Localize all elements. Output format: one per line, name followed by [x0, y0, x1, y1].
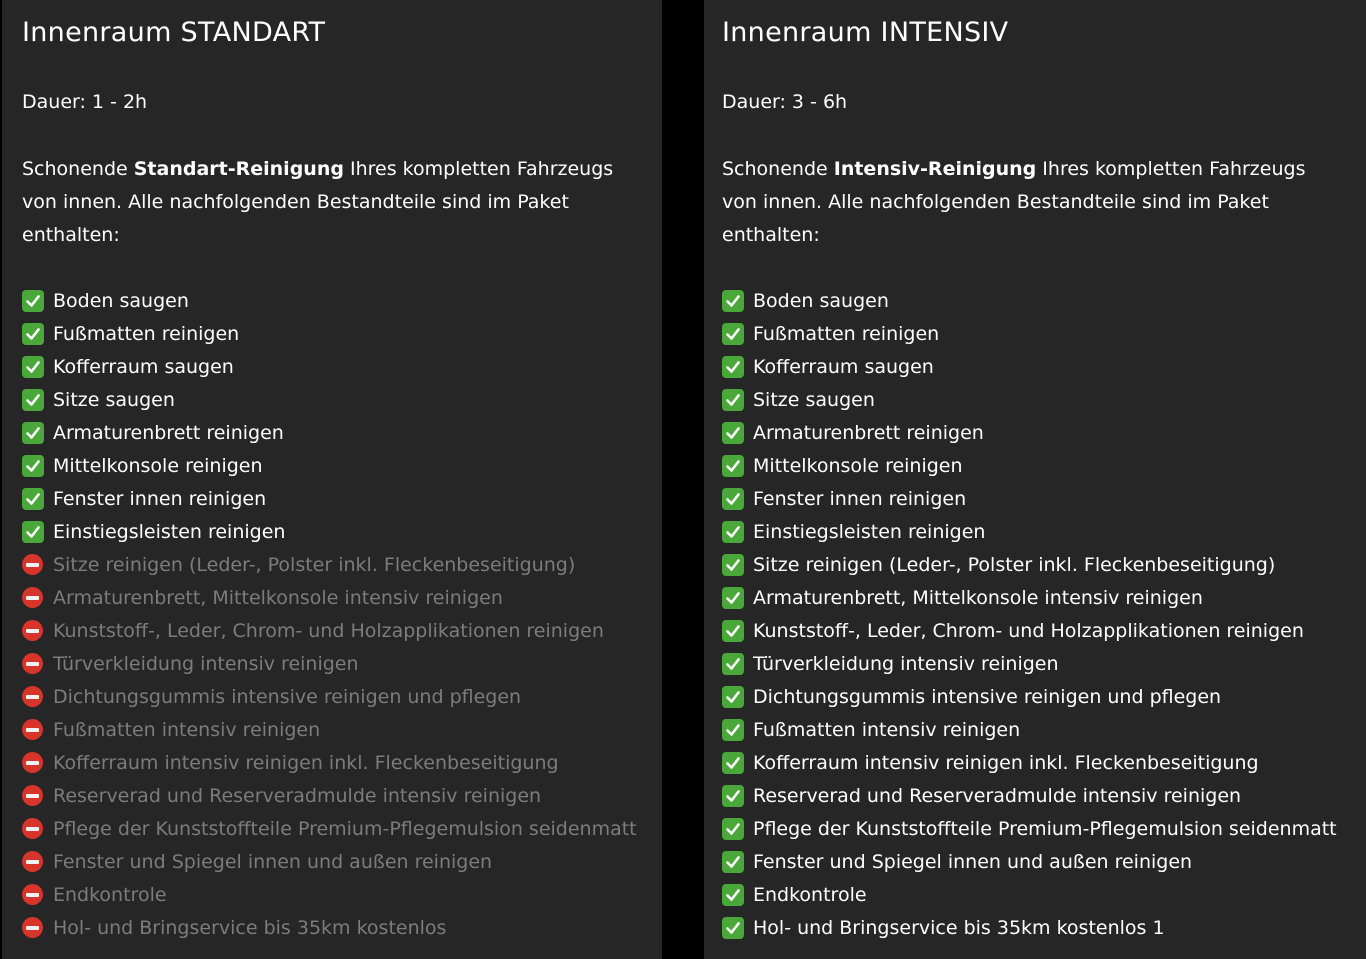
feature-label: Boden saugen	[53, 289, 189, 312]
feature-label: Fenster innen reinigen	[53, 487, 267, 510]
feature-item	[722, 350, 1337, 383]
description-highlight: Intensiv-Reinigung	[833, 158, 1037, 180]
feature-label: Türverkleidung intensiv reinigen	[53, 652, 359, 675]
feature-item	[722, 746, 1337, 779]
feature-item	[22, 647, 637, 680]
feature-item	[22, 317, 637, 350]
feature-item	[722, 911, 1337, 944]
feature-label: Fenster und Spiegel innen und außen reinigen	[53, 850, 493, 873]
feature-item	[22, 350, 637, 383]
feature-item	[22, 680, 637, 713]
feature-item	[722, 647, 1337, 680]
check-icon	[22, 356, 44, 378]
feature-label: Pflege der Kunststoffteile Premium-Pflegemulsion seidenmatt	[753, 817, 1337, 840]
feature-item	[722, 416, 1337, 449]
feature-label: Sitze reinigen (Leder-, Polster inkl. Fleckenbeseitigung)	[753, 553, 1276, 576]
feature-label: Armaturenbrett reinigen	[53, 421, 284, 444]
feature-item	[722, 845, 1337, 878]
check-icon	[722, 455, 744, 477]
no-entry-icon	[22, 620, 43, 641]
package-description	[722, 153, 1342, 252]
check-icon	[722, 422, 744, 444]
feature-label: Fußmatten intensiv reinigen	[753, 718, 1021, 741]
description-suffix: Ihres kompletten Fahrzeugs von innen. Alle nachfolgenden Bestandteile sind im Paket enthalten:	[722, 158, 1306, 246]
feature-item	[22, 812, 637, 845]
check-icon	[722, 686, 744, 708]
check-icon	[722, 818, 744, 840]
feature-label: Boden saugen	[753, 289, 889, 312]
check-icon	[722, 752, 744, 774]
feature-label: Sitze saugen	[53, 388, 175, 411]
feature-label: Einstiegsleisten reinigen	[753, 520, 986, 543]
feature-label: Hol- und Bringservice bis 35km kostenlos 1	[753, 916, 1165, 939]
feature-item	[22, 878, 637, 911]
feature-label: Kunststoff-, Leder, Chrom- und Holzapplikationen reinigen	[53, 619, 604, 642]
feature-label: Fußmatten reinigen	[753, 322, 940, 345]
feature-label: Sitze saugen	[753, 388, 875, 411]
feature-label: Endkontrole	[753, 883, 867, 906]
feature-item	[22, 581, 637, 614]
package-standart-panel	[2, 0, 662, 959]
feature-item	[22, 515, 637, 548]
check-icon	[722, 785, 744, 807]
check-icon	[22, 422, 44, 444]
feature-item	[22, 482, 637, 515]
feature-label: Fußmatten reinigen	[53, 322, 240, 345]
feature-label: Armaturenbrett reinigen	[753, 421, 984, 444]
feature-item	[722, 515, 1337, 548]
check-icon	[22, 389, 44, 411]
feature-item	[22, 746, 637, 779]
check-icon	[22, 290, 44, 312]
check-icon	[722, 884, 744, 906]
check-icon	[722, 620, 744, 642]
check-icon	[22, 455, 44, 477]
feature-label: Fenster und Spiegel innen und außen reinigen	[753, 850, 1193, 873]
package-duration: Dauer: 1 - 2h	[22, 91, 148, 113]
feature-label: Dichtungsgummis intensive reinigen und pflegen	[753, 685, 1222, 708]
check-icon	[22, 323, 44, 345]
feature-label: Armaturenbrett, Mittelkonsole intensiv reinigen	[53, 586, 503, 609]
package-intensiv-panel	[704, 0, 1366, 959]
check-icon	[722, 323, 744, 345]
check-icon	[722, 521, 744, 543]
feature-item	[22, 416, 637, 449]
feature-label: Sitze reinigen (Leder-, Polster inkl. Fleckenbeseitigung)	[53, 553, 576, 576]
feature-label: Armaturenbrett, Mittelkonsole intensiv reinigen	[753, 586, 1203, 609]
check-icon	[722, 389, 744, 411]
check-icon	[722, 587, 744, 609]
feature-item	[722, 482, 1337, 515]
check-icon	[22, 521, 44, 543]
no-entry-icon	[22, 686, 43, 707]
description-suffix: Ihres kompletten Fahrzeugs von innen. Alle nachfolgenden Bestandteile sind im Paket enthalten:	[22, 158, 614, 246]
no-entry-icon	[22, 653, 43, 674]
feature-item	[722, 449, 1337, 482]
feature-item	[22, 713, 637, 746]
feature-item	[722, 812, 1337, 845]
no-entry-icon	[22, 917, 43, 938]
feature-label: Reserverad und Reserveradmulde intensiv reinigen	[753, 784, 1242, 807]
feature-item	[22, 548, 637, 581]
feature-label: Kofferraum saugen	[53, 355, 234, 378]
feature-item	[22, 449, 637, 482]
no-entry-icon	[22, 587, 43, 608]
check-icon	[722, 719, 744, 741]
feature-label: Türverkleidung intensiv reinigen	[753, 652, 1059, 675]
feature-label: Kofferraum intensiv reinigen inkl. Fleckenbeseitigung	[53, 751, 559, 774]
check-icon	[722, 356, 744, 378]
feature-label: Kofferraum saugen	[753, 355, 934, 378]
feature-list	[22, 284, 637, 944]
check-icon	[722, 653, 744, 675]
feature-list	[722, 284, 1337, 944]
feature-label: Kofferraum intensiv reinigen inkl. Fleckenbeseitigung	[753, 751, 1259, 774]
feature-label: Fußmatten intensiv reinigen	[53, 718, 321, 741]
feature-item	[722, 581, 1337, 614]
feature-item	[722, 614, 1337, 647]
no-entry-icon	[22, 554, 43, 575]
feature-label: Pflege der Kunststoffteile Premium-Pflegemulsion seidenmatt	[53, 817, 637, 840]
no-entry-icon	[22, 785, 43, 806]
no-entry-icon	[22, 752, 43, 773]
feature-item	[22, 911, 637, 944]
feature-item	[722, 548, 1337, 581]
no-entry-icon	[22, 818, 43, 839]
package-title: Innenraum INTENSIV	[722, 17, 1009, 48]
no-entry-icon	[22, 884, 43, 905]
feature-label: Mittelkonsole reinigen	[53, 454, 263, 477]
check-icon	[722, 554, 744, 576]
check-icon	[722, 851, 744, 873]
feature-item	[22, 383, 637, 416]
no-entry-icon	[22, 851, 43, 872]
feature-label: Hol- und Bringservice bis 35km kostenlos	[53, 916, 447, 939]
check-icon	[722, 290, 744, 312]
feature-item	[722, 713, 1337, 746]
feature-label: Einstiegsleisten reinigen	[53, 520, 286, 543]
feature-item	[722, 317, 1337, 350]
feature-item	[722, 284, 1337, 317]
feature-item	[722, 779, 1337, 812]
feature-label: Kunststoff-, Leder, Chrom- und Holzapplikationen reinigen	[753, 619, 1304, 642]
package-duration: Dauer: 3 - 6h	[722, 91, 848, 113]
feature-item	[22, 284, 637, 317]
description-prefix: Schonende	[22, 158, 134, 180]
package-title: Innenraum STANDART	[22, 17, 326, 48]
feature-label: Mittelkonsole reinigen	[753, 454, 963, 477]
check-icon	[722, 917, 744, 939]
feature-item	[22, 845, 637, 878]
feature-item	[22, 779, 637, 812]
feature-label: Reserverad und Reserveradmulde intensiv reinigen	[53, 784, 542, 807]
feature-label: Dichtungsgummis intensive reinigen und pflegen	[53, 685, 522, 708]
feature-item	[22, 614, 637, 647]
feature-label: Fenster innen reinigen	[753, 487, 967, 510]
description-prefix: Schonende	[722, 158, 834, 180]
check-icon	[22, 488, 44, 510]
description-highlight: Standart-Reinigung	[133, 158, 344, 180]
feature-item	[722, 383, 1337, 416]
package-description	[22, 153, 642, 252]
check-icon	[722, 488, 744, 510]
feature-item	[722, 680, 1337, 713]
feature-item	[722, 878, 1337, 911]
feature-label: Endkontrole	[53, 883, 167, 906]
no-entry-icon	[22, 719, 43, 740]
